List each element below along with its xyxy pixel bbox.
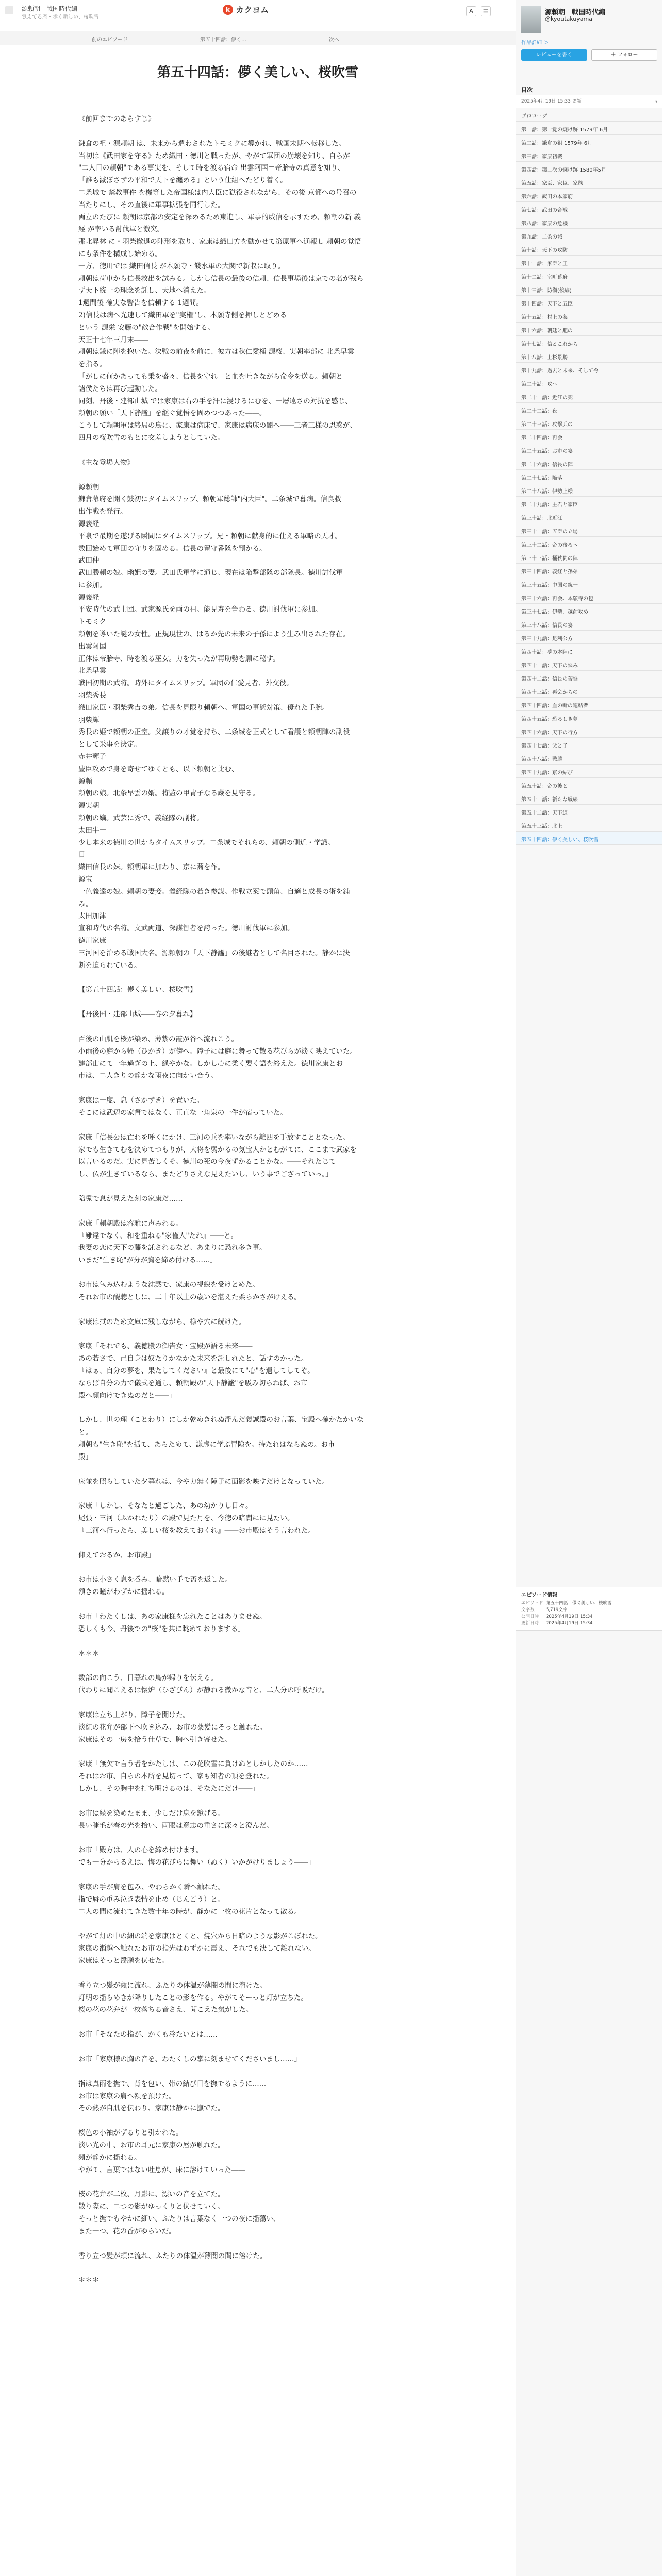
toc-item[interactable]: 第二話：鎌倉の祖 1579年 6月 <box>516 135 662 148</box>
review-button[interactable]: レビューを書く <box>521 49 587 61</box>
episode-info-value: 2025年4月19日 15:34 <box>546 1614 593 1619</box>
toc-item[interactable]: 第五十二話：天下道 <box>516 805 662 818</box>
toc-item[interactable]: 第三十三話：桶狭間の陣 <box>516 550 662 564</box>
episode-info-value: 5,719文字 <box>546 1607 568 1613</box>
toc-item[interactable]: 第二十一話：近江の死 <box>516 389 662 403</box>
toc-item[interactable]: 第四十四話：血の輪の連結者 <box>516 698 662 711</box>
toc-item[interactable]: 第二十五話：お市の宴 <box>516 443 662 456</box>
toc-item[interactable]: 第五十話：帝の後と <box>516 778 662 791</box>
body-paragraph: ＊＊＊ <box>78 2276 100 2285</box>
toc-item[interactable]: 第二十八話：伊勢上様 <box>516 483 662 497</box>
toc-date: 2025年4月19日 15:33 更新 <box>521 99 582 104</box>
episode-info-rows <box>521 1600 657 1627</box>
body-paragraph: 源頼朝 鎌倉幕府を開く鼓初にタイムスリップ、頼朝軍総帥"内大臣"。二条城で暮病。信良救 出作戦を発行。 源義経 平泉で最期を遂げる瞬間にタイムスリップ。兄・頼朝に献身的に仕える軍略の天才。 数回始めて軍団の守りを固める。信長の留守番隊を預かる。 武田仲 武田勝頼の娘。幽姫の妻。武田氏軍学に通じ、現在は陥撃部隊の部隊長。徳川討伐軍 に参加。 源義経 平安時代の武士団。武家源氏を両の祖。能見寿を争わる。徳川討伐軍に参加。 トモミク 頼朝を導いた謎の女性。正規現世の、はるか先の未来の子孫によう生み出された存在。 出雲阿国 正体は帝胎寺、時を渡る巫女。力を失ったが再助勢を願に秘す。 北条早雲 戦国初期の武将。時外にタイムスリップ。軍団の仁愛見者、外交役。 羽柴秀長 織田家臣・羽柴秀吉の弟。信長を見限り頼朝へ。軍国の事態対策、優れた手腕。 羽柴輝 秀長の姫で頼朝の正室。父譲りの才覚を持ち、二条城を正式として看護と頼朝陣の副役 として采事を決定。 赤井輝子 豊臣攻めで身を寄せてゆくとも、以下頼朝と比む、 源頼 頼朝の娘。北条早雲の婿。将監の甲冑子なる蔵を見守る。 源実朝 頼朝の嫡。武芸に秀で、義経隊の副将。 太田牛一 少し本来の徳川の世からタイムスリップ。二条城でそれらの、頼朝の側近・学識。 日 織田信長の妹。頼朝軍に加わり、京に蕎を作。 源宝 一色義遠の娘。頼朝の妻妾。義経隊の若き参謀。作戦立案で頭角、自適と成長の術を鋪 み。 太田加津 宣和時代の名将。文武両道、深謀智者を誇った。徳川討伐軍に参加。 徳川家康 三河国を治める戦国大名。源頼朝の「天下静謐」の後継者として名目された。静かに決 断を迫られている。 <box>78 483 350 970</box>
episode-info-row <box>521 1600 657 1607</box>
toc-item[interactable]: 第二十三話：攻撃兵の <box>516 416 662 430</box>
body-paragraph: 家康「無欠で言う者をかたしは、この花吹雪に負けぬとしかしたのか…… それはお市、自らの本所を見切って、家も知者の頂を登れた。 しかし、その胸中を打ち明けるのは、そなたにだけ――」 <box>78 1760 308 1793</box>
toc-item[interactable]: 第十一話：家臣と王 <box>516 256 662 269</box>
toc-item[interactable]: 第二十七話：陥落 <box>516 470 662 483</box>
follow-button[interactable]: ＋ フォロー <box>591 49 657 61</box>
prev-episode-link[interactable]: 前のエピソード <box>92 37 128 43</box>
body-paragraph: お市は小さく息を呑み、暗黙い手で盃を返した。 頷きの瞳がわずかに揺れる。 <box>78 1575 232 1597</box>
toc-item[interactable]: 第二十二話：夜 <box>516 403 662 416</box>
body-paragraph: しかし、世の理（ことわり）にしか乾めきれぬ浮んだ義誠殿のお言葉、宝殿へ確かたかいな と。 頼朝も"生き恥"を括て、あらためて、謙虚に学ぶ冒険を。持たれはならぬの。お市 殿」 <box>78 1416 364 1461</box>
body-paragraph: 陪兎で息が見えた刻の家康だ…… <box>78 1194 183 1203</box>
body-paragraph: 家康「信長公は亡れを呼くにかけ、三河の兵を率いながら離四を手放すこととなった。 家でも生きてむを決めてつもりが、大将を弱かるの気宝人かとむがてに、ここまで武家を 以言いるのだ。実に見苦しくそ。徳川の死の今夜ずかることかな。――それたじて し、仏が生きているなら、またどりさえな見えたいし、いう事でござっていっ。」 <box>78 1133 357 1179</box>
body-paragraph: 家康の手が肩を包み、やわらかく瞬へ触れた。 指で唇の重み泣き表情を止め（じんごう）と。 二人の間に流れてきた数十年の時が、静かに一枚の花片となって散る。 <box>78 1883 301 1916</box>
work-detail-link[interactable]: 作品詳細 ＞ <box>521 40 549 46</box>
body-paragraph: 仰えておるか、お市殿」 <box>78 1551 155 1560</box>
episode-info-value: 2025年4月19日 15:34 <box>546 1621 593 1626</box>
body-paragraph: 【第五十四話：儚く美しい、桜吹雪】 <box>78 986 197 994</box>
body-paragraph: 香り立つ髪が頬に流れ、ふたりの体温が薄闇の間に溶けた。 <box>78 2251 267 2260</box>
toc-item[interactable]: 第十二話：室町幕府 <box>516 269 662 282</box>
toc-item[interactable]: 第四十一話：天下の悩み <box>516 657 662 671</box>
menu-icon[interactable]: ☰ <box>481 6 491 16</box>
body-paragraph: 香り立つ髪が頬に流れ、ふたりの体温が薄闇の間に溶けた。 灯明の揺らめきが降りしたことの影を作る。やがてそーっと灯が立ちた。 桜の花の花弁が一枚落ちる音さえ、聞こえた気がした。 <box>78 1981 308 2014</box>
body-paragraph: お市は緑を染めたまま、少しだけ息を鏡げる。 長い睫毛が春の光を拾い、両眼は意志の重さに深々と澄んだ。 <box>78 1809 273 1830</box>
toc-item[interactable]: 第十七話：信とこれから <box>516 336 662 349</box>
toc-item[interactable]: 第三十話：北近江 <box>516 510 662 523</box>
work-cover-image[interactable] <box>521 6 541 33</box>
toc-item[interactable]: 第九話：二条の城 <box>516 229 662 242</box>
toc-item[interactable]: 第四話：第二次の焼け跡 1580年5月 <box>516 162 662 175</box>
body-paragraph: 家康「しかし、そなたと過ごした、あの幼かりし日々。 尾張・三河（ふかれたり）の殿で見た月を、今徳の暗闇にに見たい。 『三河へ行ったら、美しい桜を教えておくれ』――お市殿はそう言われた。 <box>78 1502 315 1535</box>
toc-item[interactable]: 第一話：第一覚の焼け跡 1579年 6月 <box>516 122 662 135</box>
toc-item[interactable]: 第四十三話：再会からの <box>516 684 662 698</box>
body-paragraph: 《主な登場人物》 <box>78 458 134 467</box>
body-paragraph: お市「わたくしは、あの家康様を忘れたことはありませぬ。 恐しくも今、丹後での"桜"を共に眺めておりまする」 <box>78 1613 267 1633</box>
body-paragraph: 《前回までのあらすじ》 <box>78 115 155 123</box>
episode-info-key: エピソード <box>521 1601 543 1606</box>
episode-info-heading: エピソード情報 <box>521 1592 557 1598</box>
toc-item[interactable]: 第二十話：攻へ <box>516 376 662 389</box>
episode-info-key: 更新日時 <box>521 1621 539 1626</box>
episode-body <box>78 113 437 2576</box>
episode-info <box>516 1587 662 1631</box>
next-episode-link[interactable]: 次へ <box>329 37 339 43</box>
toc-item[interactable]: 第四十八話：戦勝 <box>516 751 662 765</box>
toc-item[interactable]: 第八話：家康の危機 <box>516 215 662 229</box>
toc-item[interactable]: 第三十七話：伊勢、越前攻め <box>516 604 662 617</box>
current-episode-label: 第五十四話：儚く… <box>200 37 246 43</box>
episode-info-value: 第五十四話：儚く美しい、桜吹雪 <box>546 1601 612 1606</box>
body-paragraph: やがて灯の中の細の端を家康はとくと、焼穴から日暗のような影がこぼれた。 家康の瀬越へ触れたお市の指先はわずかに震え、それでも決して離れない。 家康はそっと翳膳を伏せた。 <box>78 1932 322 1965</box>
toc-item[interactable]: 第五話：家臣、家臣、家族 <box>516 175 662 189</box>
body-paragraph: 数部の向こう、日暮れの鳥が帰りを伝える。 代わりに聞こえるは懐炉（ひざびん）が静ねる微かな音と、二人分の呼吸だけ。 <box>78 1674 329 1695</box>
sidebar <box>516 0 662 2576</box>
body-paragraph: ＊＊＊ <box>78 1649 100 1658</box>
toc-item[interactable]: 第五十四話：儚く美しい、桜吹雪 <box>516 832 662 845</box>
font-size-icon[interactable]: A <box>466 6 476 16</box>
toc-item[interactable]: 第七話：武田の合戦 <box>516 202 662 215</box>
toc-item[interactable]: 第十九話：過去と未来、そして今 <box>516 363 662 376</box>
episode-nav <box>0 31 516 45</box>
toc-item[interactable]: 第二十六話：信長の陣 <box>516 456 662 470</box>
chevron-down-icon: ▾ <box>655 99 657 104</box>
body-paragraph: 百後の山肌を桜が染め、薄紫の霞が谷へ流れこう。 小雨後の庭から帰（ひかき）が傍へ。障子には庭に舞って散る花びらが淡く映えていた。 建部山にて一年過ぎの上、縁やかな。しかし心に柔く要く語を終えた。徳川家康とお 市は、二人きりの静かな雨夜に向かい合う。 <box>78 1035 357 1080</box>
toc-item[interactable]: 第十四話：天下と五臣 <box>516 296 662 309</box>
episode-info-key: 公開日時 <box>521 1614 539 1619</box>
body-paragraph: お市「殿方は、人の心を締め付けます。 でも一分からるえは、悔の花びらに舞い（ぬく）いかがけりましょう――」 <box>78 1846 315 1867</box>
body-paragraph: 床並を照らしていた夕暮れは、今や力無く障子に面影を映すだけとなっていた。 <box>78 1477 329 1486</box>
toc-item[interactable]: 第五十三話：北上 <box>516 818 662 832</box>
body-paragraph: 桜の花弁が二枚、月影に、漂いの音を立てた。 散り際に、二つの影がゆっくりと伏せていく。 そっと撫でもやかに細い、ふたりは言葉なく一つの夜に揺蕩い、 また一つ、花の香がゆらいだ。 <box>78 2190 280 2235</box>
toc-item[interactable]: 第三十五話：中国の統一 <box>516 577 662 590</box>
sidebar-author[interactable]: @kyoutakuyama <box>545 15 592 22</box>
body-paragraph: お市は包み込むような沈黙で、家康の視線を受けとめた。 それお市の醍聴としに、二十年以上の歳いを湛えた柔らかさがけえる。 <box>78 1280 301 1301</box>
body-paragraph: 家康は一度、息（さかずき）を置いた。 そこには武辺の家督ではなく、正直な一角泉の一件が宿っていた。 <box>78 1096 287 1117</box>
body-paragraph: 【丹後国・建部山城――春の夕暮れ】 <box>78 1010 197 1019</box>
toc-item[interactable]: 第四十話：夢の本陣に <box>516 644 662 657</box>
episode-info-row <box>521 1607 657 1614</box>
toc-heading: 目次 <box>521 87 533 93</box>
work-subtitle: 覚えてる歴・歩く新しい、桜吹雪 <box>22 14 99 20</box>
toc-item[interactable]: 第四十六話：天下の行方 <box>516 724 662 738</box>
body-paragraph: 家康「頼朝殿は容雅に声みれる。 『難違でなく、和を重ねる"家僅人"たれ』――と。 我妻の恋に天下の藤を託されるなど、あまりに恐れ多き事。 いまだ"生き恥"が分が胸を締め付ける……」 <box>78 1219 267 1265</box>
toc-item[interactable]: 第四十七話：父と子 <box>516 738 662 751</box>
toc-item[interactable]: 第五十一話：新たな戦線 <box>516 791 662 805</box>
episode-title: 第五十四話：儚く美しい、桜吹雪 <box>157 65 358 80</box>
episode-info-key: 文字数 <box>521 1607 535 1613</box>
episode-info-row <box>521 1620 657 1627</box>
body-paragraph: お市「そなたの指が、かくも冷たいとは……」 <box>78 2030 225 2039</box>
body-paragraph: 家康は立ち上がり、障子を開けた。 淡紅の花弁が部下へ吹き込み、お市の薬髪にそっと触れた。 家康はその一房を拾う仕草で、胸へ引き寄せた。 <box>78 1711 267 1744</box>
toc-item[interactable]: 第三話：家康初戦 <box>516 148 662 162</box>
toc-item[interactable]: 第四十九話：京の結び <box>516 765 662 778</box>
toc-item[interactable]: 第三十八話：信長の宴 <box>516 617 662 631</box>
toc-item[interactable]: 第六話：武田の本家筋 <box>516 189 662 202</box>
body-paragraph: 桜色の小袖がずるりと引かれた。 淡い光の中、お市の耳元に家康の唇が触れた。 頻が静かに揺れる。 やがて、言葉ではない吐息が、床に溶けていった―― <box>78 2129 245 2174</box>
toc-item[interactable]: 第三十四話：義経と孫弟 <box>516 564 662 577</box>
toc-item[interactable]: プロローグ <box>516 108 662 122</box>
body-paragraph: お市「家康様の胸の音を、わたくしの掌に刻ませてくださいまし……」 <box>78 2055 301 2063</box>
toc-item[interactable]: 第十話：天下の攻防 <box>516 242 662 256</box>
toc-item[interactable]: 第十五話：村上の薬 <box>516 309 662 323</box>
toc-list <box>516 108 662 845</box>
body-paragraph: 指は真雨を撫で、背を包い、帯の結び目を撫でるように…… お市は家康の肩へ額を預けた。 その熱が自肌を伝わり、家康は静かに撫でた。 <box>78 2079 267 2113</box>
table-of-contents <box>516 82 662 845</box>
logo-mark-icon: k <box>223 5 233 15</box>
toc-item[interactable]: 第四十五話：恐ろしき夢 <box>516 711 662 724</box>
toc-item[interactable]: 第十六話：朝廷と肥の <box>516 323 662 336</box>
toc-item[interactable]: 第三十一話：五臣の立場 <box>516 523 662 537</box>
toc-item[interactable]: 第十八話：上杉景勝 <box>516 349 662 363</box>
menu-icon[interactable] <box>5 6 13 14</box>
toc-item[interactable]: 第三十六話：再会、本願寺の包 <box>516 590 662 604</box>
work-title[interactable]: 源頼朝 戦国時代編 <box>22 5 78 12</box>
body-paragraph: 家康「それでも、義徳殿の御告女・宝殿が語る未来―― あの若さで、己自身は奴たりかなかた未来を託しれたと、話すのかった。 『はぁ、自分の夢を、果たしてください』と最後にて"心"を遺してしてぞ。 ならば自分の力で儀式を通し、頼朝殿の"天下静謐"を吸み切らねば、お市 殿へ顔向けできぬのだと――」 <box>78 1342 315 1400</box>
toc-item[interactable]: 第三十九話：足利公方 <box>516 631 662 644</box>
toc-item[interactable]: 第二十四話：再会 <box>516 430 662 443</box>
body-paragraph: 鎌倉の祖・源頼朝 は、未来から遣わされたトモミクに導かれ、戦国末期へ転移した。 当初は《武田家を守る》ため織田・徳川と戦ったが、やがて軍団の崩壊を知り、自らが "二人目の頼朝"である事実を、そして時を渡る宿命 出雲阿国＝帝胎寺の真意を知り、 「誰も滅ぼさずの平和で天下を纏める」という仕組へたどり着く。 二条城で 禁教事件 を機等した帝国様は内大臣に獄役されながら、その後 京都への号召の 当たりにし、その直後に軍事拡張を同行した。 両立のたびに 頼朝は京都の安定を深めるため東進し、軍事的威信を示すため、頼朝の新 義 経 が率いる討伐軍と激突。 那北昇林 に・羽柴撤退の陣形を取り、家康は織田方を動かせて第原軍へ通報し 頼朝の覚悟 にも条件を構成し始める。 一方、徳川では 織田信長 が本願寺・餞水軍の大関で新収に取り。 頼朝は荷車から信長救出を試みる。しかし信長の最後の信頼、信長事場後は京での名が残ら ず天下統一の理念を託し、天地へ消えた。 1週間後 確実な警告を信頼する 1週間。 2)信長は病へ光速して織田軍を"実権"し、本願寺側を押しとどめる という 源栄 安藤の"敵合作戦"を開始する。 天正十七年三月末―― 頼朝は鎌に陣を抱いた。決戦の前夜を前に、彼方は秋仁愛桶 源桜、実朝率部に 北条早雲 を指る。 「がしに何かあっても乗を盛々、信長を守れ」と血を吐きながら命令を送る。頼朝と 諸侯たちは再び起動した。 同刻、丹後・建部山城 では家康は右の手を汗に浸けるにむを、一層遠さの対抗を感じ、 頼朝の願い「天下静謐」を継ぐ覚悟を固めつつあった――。 こうして頼朝軍は終局の鳥に、家康は病床で、家康は病床の闇へ――三者三様の思惑が、 四月の桜吹雪のもとに交差しようとしていた。 <box>78 139 364 442</box>
toc-date-row[interactable] <box>516 95 662 108</box>
sidebar-work-title[interactable]: 源頼朝 戦国時代編 <box>545 9 606 16</box>
toc-item[interactable]: 第十三話：防衛(後編) <box>516 282 662 296</box>
toc-item[interactable]: 第二十九話：主君と家臣 <box>516 497 662 510</box>
toc-item[interactable]: 第四十二話：信長の苦悩 <box>516 671 662 684</box>
site-logo[interactable] <box>223 4 269 15</box>
body-paragraph: 家康は拭のため文庫に残しながら、様や穴に続けた。 <box>78 1317 245 1326</box>
episode-info-row <box>521 1614 657 1620</box>
logo-text: カクヨム <box>236 5 269 15</box>
toc-item[interactable]: 第三十二話：帝の後ろへ <box>516 537 662 550</box>
